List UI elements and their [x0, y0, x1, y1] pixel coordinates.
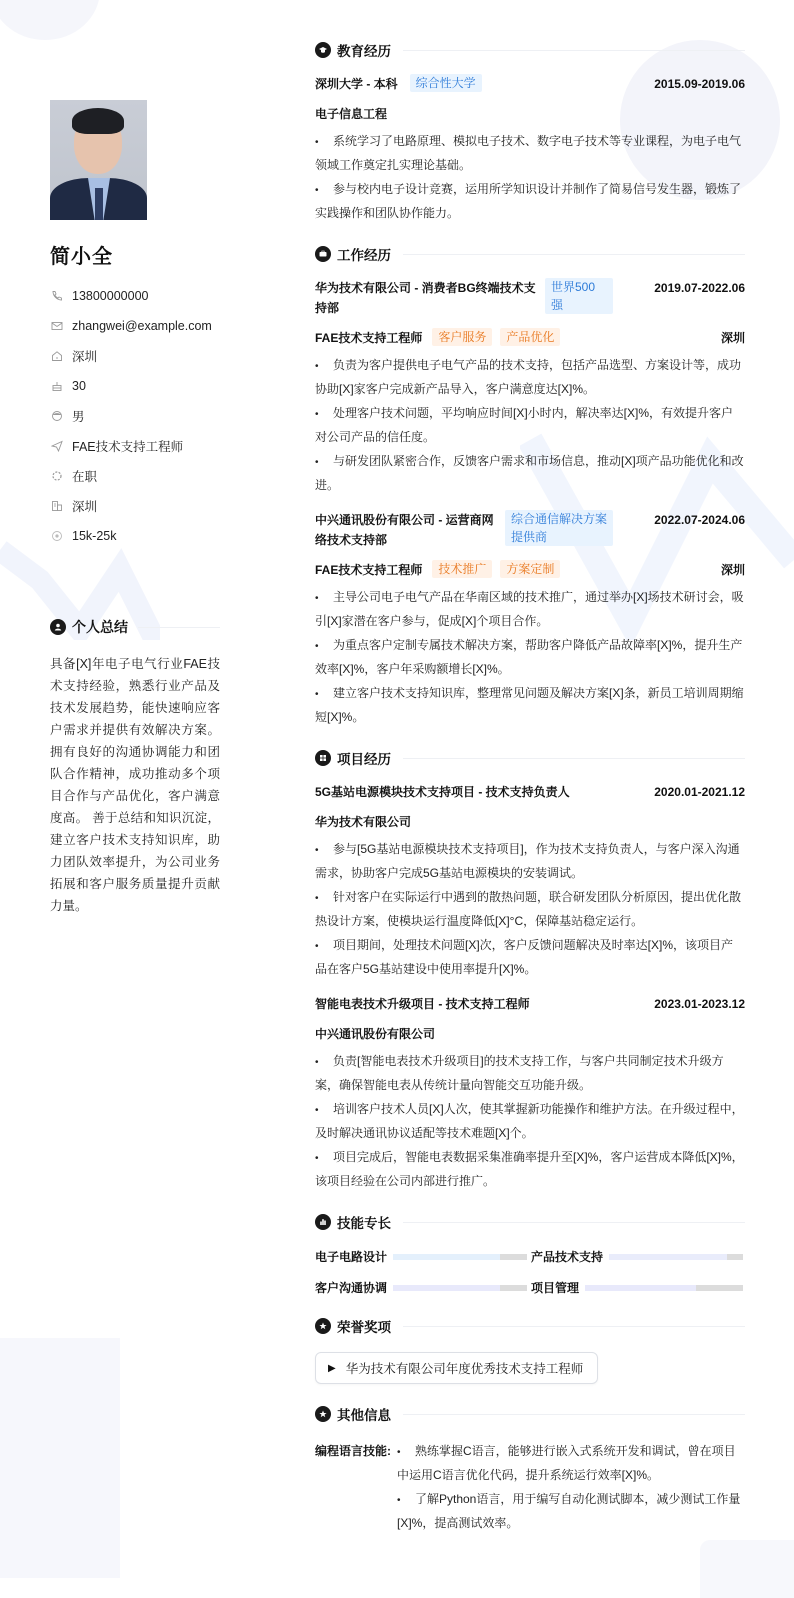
list-item: • 处理客户技术问题，平均响应时间[X]小时内，解决率达[X]%，有效提升客户对公司产品的信任度。 [315, 406, 734, 444]
decor-circle [0, 0, 100, 40]
list-item: • 了解Python语言，用于编写自动化测试脚本，减少测试工作量[X]%，提高测试效率。 [397, 1492, 741, 1530]
skill-item: 电子电路设计 [315, 1248, 531, 1265]
send-icon [50, 439, 64, 453]
work-city: 深圳 [720, 331, 745, 345]
education-bullets [315, 130, 745, 224]
project-entry-header [315, 782, 745, 802]
info-salary: 15k-25k [50, 521, 220, 551]
skill-item: 产品技术支持 [531, 1248, 747, 1265]
section-title: 其他信息 [315, 1402, 745, 1426]
section-title: 项目经历 [315, 746, 745, 770]
project-name: 5G基站电源模块技术支持项目 - 技术支持负责人 [315, 785, 570, 799]
triangle-right-icon: ▶ [328, 1362, 336, 1374]
skill-item: 客户沟通协调 [315, 1279, 531, 1296]
skill-bar [609, 1254, 743, 1260]
project-date: 2020.01-2021.12 [654, 785, 745, 799]
list-item: • 主导公司电子电气产品在华南区域的技术推广，通过举办[X]场技术研讨会，吸引[X]家潜在客户参与，促成[X]个项目合作。 [315, 590, 744, 628]
company-tag: 世界500强 [545, 278, 613, 314]
section-title: 教育经历 [315, 38, 745, 62]
graduation-cap-icon [315, 42, 331, 58]
main-content [315, 38, 745, 1554]
education-date: 2015.09-2019.06 [654, 77, 745, 91]
phone-icon [50, 289, 64, 303]
list-item: • 负责[智能电表技术升级项目]的技术支持工作，与客户共同制定技术升级方案，确保智能电表从传统计量向智能交互功能升级。 [315, 1054, 724, 1092]
education-section [315, 38, 745, 224]
skills-section [315, 1210, 745, 1296]
skill-bar [393, 1254, 527, 1260]
project-entry-header [315, 994, 745, 1014]
role-tag: 客户服务 [432, 328, 492, 346]
skill-item: 项目管理 [531, 1279, 747, 1296]
candidate-name: 简小全 [50, 246, 113, 268]
school-tag: 综合性大学 [410, 74, 482, 92]
cake-icon [50, 379, 64, 393]
status-icon [50, 469, 64, 483]
education-entry-header [315, 74, 745, 94]
grid-icon [315, 750, 331, 766]
project-company: 华为技术有限公司 [315, 815, 412, 829]
role-row [315, 560, 745, 580]
other-section [315, 1402, 745, 1536]
award-icon [315, 1318, 331, 1334]
section-title: 荣誉奖项 [315, 1314, 745, 1338]
award-item[interactable]: ▶ 华为技术有限公司年度优秀技术支持工程师 [315, 1352, 598, 1384]
project-company: 中兴通讯股份有限公司 [315, 1027, 436, 1041]
project-bullets [315, 1050, 745, 1192]
work-entry-header [315, 510, 745, 550]
role-tag: 产品优化 [500, 328, 560, 346]
work-entry-header [315, 278, 745, 318]
project-bullets [315, 838, 745, 980]
skill-bar [393, 1285, 527, 1291]
list-item: • 负责为客户提供电子电气产品的技术支持，包括产品选型、方案设计等，成功协助[X]家客户完成新产品导入，客户满意度达[X]%。 [315, 358, 742, 396]
projects-section [315, 746, 745, 1192]
list-item: • 项目期间，处理技术问题[X]次，客户反馈问题解决及时率达[X]%，该项目产品在客户5G基站建设中使用率提升[X]%。 [315, 938, 734, 976]
section-title: 个人总结 [50, 617, 220, 637]
work-bullets [315, 586, 745, 728]
salary-icon [50, 529, 64, 543]
role-title: FAE技术支持工程师 [315, 563, 423, 577]
work-section [315, 242, 745, 728]
star-icon [315, 1406, 331, 1422]
info-phone: 13800000000 [50, 281, 220, 311]
info-status: 在职 [50, 461, 220, 491]
mail-icon [50, 319, 64, 333]
list-item: • 建立客户技术支持知识库，整理常见问题及解决方案[X]条，新员工培训周期缩短[X]%。 [315, 686, 744, 724]
list-item: • 培训客户技术人员[X]人次，使其掌握新功能操作和维护方法。在升级过程中，及时解决通讯协议适配等技术难题[X]个。 [315, 1102, 744, 1140]
home-icon [50, 349, 64, 363]
role-row [315, 328, 745, 348]
info-location: 深圳 [50, 341, 220, 371]
decor-block [0, 1338, 120, 1578]
briefcase-icon [315, 246, 331, 262]
work-date: 2019.07-2022.06 [654, 281, 745, 295]
section-title: 技能专长 [315, 1210, 745, 1234]
profile-sidebar [50, 100, 220, 551]
role-tag: 技术推广 [432, 560, 492, 578]
list-item: • 为重点客户定制专属技术解决方案，帮助客户降低产品故障率[X]%，提升生产效率[X]%，客户年采购额增长[X]%。 [315, 638, 743, 676]
info-age: 30 [50, 371, 220, 401]
other-info-row [315, 1440, 745, 1536]
company-tag: 综合通信解决方案提供商 [505, 510, 613, 546]
info-city: 深圳 [50, 491, 220, 521]
project-name: 智能电表技术升级项目 - 技术支持工程师 [315, 997, 530, 1011]
skill-bar [585, 1285, 743, 1291]
user-icon [50, 619, 66, 635]
info-position: FAE技术支持工程师 [50, 431, 220, 461]
building-icon [50, 499, 64, 513]
role-tag: 方案定制 [500, 560, 560, 578]
bar-chart-icon [315, 1214, 331, 1230]
info-gender: 男 [50, 401, 220, 431]
skills-grid [315, 1248, 745, 1296]
project-date: 2023.01-2023.12 [654, 997, 745, 1011]
list-item: • 系统学习了电路原理、模拟电子技术、数字电子技术等专业课程，为电子电气领域工作奠定扎实理论基础。 [315, 134, 742, 172]
work-bullets [315, 354, 745, 496]
company-name: 中兴通讯股份有限公司 - 运营商网络技术支持部 [315, 513, 494, 547]
work-date: 2022.07-2024.06 [654, 513, 745, 527]
info-email: zhangwei@example.com [50, 311, 220, 341]
section-title: 工作经历 [315, 242, 745, 266]
list-item: • 熟练掌握C语言，能够进行嵌入式系统开发和调试，曾在项目中运用C语言优化代码，提升系统运行效率[X]%。 [397, 1444, 736, 1482]
list-item: • 与研发团队紧密合作，反馈客户需求和市场信息，推动[X]项产品功能优化和改进。 [315, 454, 744, 492]
other-label: 编程语言技能: [315, 1444, 391, 1458]
gender-icon [50, 409, 64, 423]
summary-section [50, 617, 220, 917]
contact-info-list [50, 281, 220, 551]
major: 电子信息工程 [315, 107, 388, 121]
avatar [50, 100, 147, 220]
list-item: • 针对客户在实际运行中遇到的散热问题，联合研发团队分析原因，提出优化散热设计方案，使模块运行温度降低[X]°C，保障基站稳定运行。 [315, 890, 742, 928]
role-title: FAE技术支持工程师 [315, 331, 423, 345]
awards-section [315, 1314, 745, 1384]
list-item: • 参与校内电子设计竞赛，运用所学知识设计并制作了简易信号发生器，锻炼了实践操作和团队协作能力。 [315, 182, 742, 220]
company-name: 华为技术有限公司 - 消费者BG终端技术支持部 [315, 281, 536, 315]
summary-text: 具备[X]年电子电气行业FAE技术支持经验，熟悉行业产品及技术发展趋势，能快速响应客户需求并提供有效解决方案。拥有良好的沟通协调能力和团队合作精神，成功推动多个项目合作与产品优化，客户满意度高。 善于总结和知识沉淀，建立客户技术支持知识库，助力团队效率提升，为公司业务拓展和客户服务质量提升贡献力量。 [50, 657, 220, 913]
list-item: • 项目完成后，智能电表数据采集准确率提升至[X]%，客户运营成本降低[X]%，该项目经验在公司内部进行推广。 [315, 1150, 744, 1188]
work-city: 深圳 [720, 563, 745, 577]
school-name: 深圳大学 - 本科 [315, 77, 398, 91]
list-item: • 参与[5G基站电源模块技术支持项目]，作为技术支持负责人，与客户深入沟通需求，协助客户完成5G基站电源模块的安装调试。 [315, 842, 740, 880]
